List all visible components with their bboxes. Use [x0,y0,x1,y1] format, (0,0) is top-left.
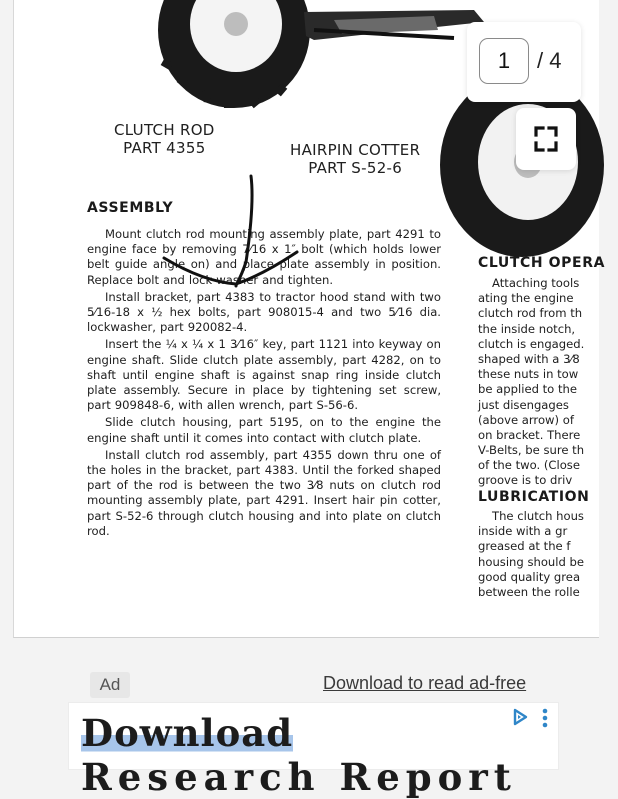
page-counter [467,22,581,102]
clutch-operation-line: groove is to driv [478,473,573,488]
lubrication-line: The clutch hous [492,509,584,523]
hairpin-cotter-label [290,141,420,177]
assembly-paragraph: Install bracket, part 4383 to tractor hood stand with two 5⁄16-18 x ½ hex bolts, part 908015-4 and two 5⁄16 dia. lockwasher, part 920082-4. [87,289,441,335]
clutch-operation-line: Attaching tools [492,276,580,290]
clutch-operation-line: (above arrow) of [478,412,574,427]
clutch-rod-label [114,121,215,157]
ad-headline-second-line: Research Report [81,755,517,799]
ad-headline: Download [81,711,294,755]
clutch-operation-body [478,276,618,489]
clutch-operation-line: be applied to the [478,382,577,397]
adchoices-icon[interactable] [510,707,530,727]
assembly-paragraph: Slide clutch housing, part 5195, on to the engine the engine shaft until it comes into contact with clutch plate. [87,415,441,445]
assembly-paragraph: Insert the ¼ x ¼ x 1 3⁄16″ key, part 1121 into keyway on engine shaft. Slide clutch plate assembly, part 4282, on to shaft until engine shaft is against snap ring inside clutch plate assembly. Secure in place by tightening set screw, part 909848-6, with allen wrench, part S-56-6. [87,337,441,413]
clutch-operation-heading: CLUTCH OPERA [478,255,606,271]
clutch-operation-line: of the two. (Close [478,458,580,473]
clutch-operation-line: on bracket. There [478,427,581,442]
clutch-operation-line: clutch rod from th [478,306,583,321]
assembly-heading: ASSEMBLY [87,200,174,216]
lubrication-line: good quality grea [478,569,581,584]
ad-badge: Ad [90,672,130,698]
clutch-operation-line: clutch is engaged. [478,336,585,351]
fullscreen-icon [516,108,576,170]
page-number-input[interactable]: 1 [479,38,529,84]
clutch-operation-line: shaped with a 3⁄8 [478,351,580,366]
clutch-operation-line: these nuts in tow [478,367,579,382]
assembly-paragraph: Install clutch rod assembly, part 4355 down thru one of the holes in the bracket, part 4383. Until the forked shaped part of the rod is between the two 3⁄8 nuts on clutch rod mounting assembly plate, part 4291. Insert hair pin cotter, part S-52-6 through clutch housing and into plate on clutch rod. [87,447,441,538]
left-wheel-drawing [158,0,310,108]
fullscreen-button[interactable] [516,108,576,170]
download-ad-free-link[interactable]: Download to read ad-free [323,673,527,693]
document-viewer[interactable] [13,0,606,638]
clutch-rod-label-line2: PART 4355 [123,139,206,157]
clutch-operation-line: just disengages [478,397,569,412]
clutch-operation-line: ating the engine [478,291,574,306]
more-vert-icon[interactable] [540,707,550,729]
clutch-operation-line: the inside notch, [478,321,576,336]
assembly-paragraph: Mount clutch rod mounting assembly plate, part 4291 to engine face by removing 7⁄16 x 1″ bolt (which holds lower belt guide angle on) and place plate assembly in position. Replace bolt and lock washer and tighten. [87,227,441,287]
assembly-body [87,227,441,541]
page-total: / 4 [537,48,562,73]
lubrication-line: greased at the f [478,539,571,554]
lubrication-body [478,509,618,600]
tractor-frame-drawing [304,10,484,40]
lubrication-line: inside with a gr [478,524,568,539]
hairpin-cotter-label-line2: PART S-52-6 [308,159,403,177]
lubrication-line: housing should be [478,554,585,569]
clutch-operation-line: V-Belts, be sure th [478,443,585,458]
lubrication-line: between the rolle [478,584,580,599]
hairpin-cotter-label-line1: HAIRPIN COTTER [290,141,421,159]
ad-banner[interactable] [68,702,559,799]
clutch-rod-label-line1: CLUTCH ROD [114,121,215,139]
lubrication-heading: LUBRICATION [478,489,590,505]
